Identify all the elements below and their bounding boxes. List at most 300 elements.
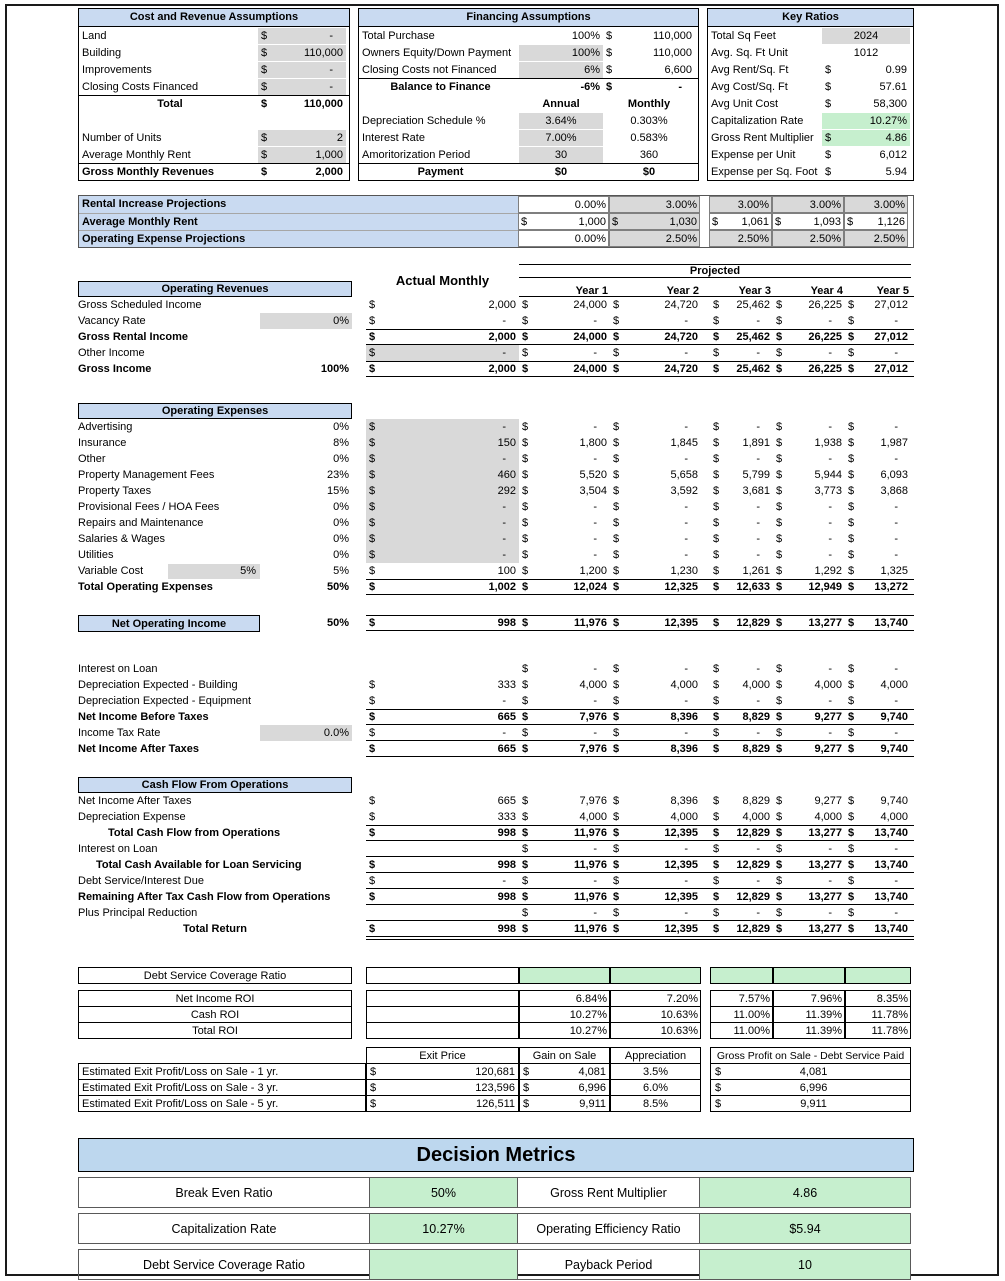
annual-value-cell[interactable]: 30 <box>519 147 603 163</box>
year-value-cell <box>773 313 845 329</box>
year-value-cell <box>519 483 610 499</box>
cell-value: 665 <box>497 795 516 807</box>
roi-value-cell: 10.27% <box>519 1006 610 1023</box>
year-value-cell <box>845 661 911 677</box>
dollar-sign: $ <box>613 695 620 707</box>
cell-value: 1,800 <box>579 437 607 449</box>
table-row <box>78 345 914 361</box>
dollar-sign: $ <box>848 695 855 707</box>
dollar-sign: $ <box>522 453 529 465</box>
year-header: Year 3 <box>738 285 771 297</box>
cell-value: - <box>894 315 898 327</box>
cell-value: - <box>502 695 506 707</box>
dollar-sign: $ <box>776 437 783 449</box>
dollar-sign: $ <box>848 581 855 593</box>
year-value-cell <box>610 873 701 889</box>
year-value-cell <box>610 313 701 329</box>
dollar-sign: $ <box>848 299 855 311</box>
year-value-cell <box>710 725 773 741</box>
metric-label: Debt Service Coverage Ratio <box>78 1249 370 1280</box>
dollar-sign: $ <box>613 347 620 359</box>
year-value-cell <box>845 515 911 531</box>
dollar-sign: $ <box>776 843 783 855</box>
decision-row <box>78 1177 914 1208</box>
dollar-sign: $ <box>522 795 529 807</box>
percent-cell[interactable]: 100% <box>519 45 603 61</box>
financing-value-cell <box>603 62 695 78</box>
year-value-cell <box>610 515 701 531</box>
cell-value: - <box>756 549 760 561</box>
cell-value: - <box>828 875 832 887</box>
actual-monthly-cell <box>366 297 519 313</box>
cell-value: 1,002 <box>488 581 516 593</box>
cell-value: 24,000 <box>573 363 607 375</box>
row-label: Total <box>157 97 183 110</box>
row-label: Debt Service/Interest Due <box>78 875 204 887</box>
dollar-sign: $ <box>713 843 720 855</box>
dollar-sign: $ <box>613 663 620 675</box>
exit-row <box>78 1079 914 1096</box>
cell-value: - <box>684 727 688 739</box>
row-label: Balance to Finance <box>390 80 491 93</box>
row-label-cell <box>78 741 352 757</box>
dollar-sign: $ <box>369 347 376 359</box>
row-label: Total ROI <box>78 1022 352 1039</box>
table-row <box>78 419 914 435</box>
dollar-sign: $ <box>713 421 720 433</box>
actual-monthly-cell[interactable] <box>366 483 519 499</box>
actual-monthly-cell <box>366 725 519 741</box>
row-label-cell <box>78 499 352 515</box>
cell-value: 1,093 <box>813 215 841 228</box>
ratio-value-cell <box>822 130 910 146</box>
cell-value: 4,000 <box>880 811 908 823</box>
dollar-sign: $ <box>848 549 855 561</box>
year-value-cell <box>610 499 701 515</box>
cell-value: 1,325 <box>880 565 908 577</box>
dollar-sign: $ <box>713 695 720 707</box>
projected-header: Projected <box>519 264 911 278</box>
decision-row <box>78 1249 914 1280</box>
year-value-cell <box>845 547 911 563</box>
table-row <box>78 579 914 595</box>
cell-value: 12,829 <box>736 923 770 935</box>
dollar-sign: $ <box>369 421 376 433</box>
year-value-cell <box>845 435 911 451</box>
year-value-cell <box>710 313 773 329</box>
cell-value: - <box>756 727 760 739</box>
year-header: Year 4 <box>810 285 843 297</box>
year-value-cell <box>519 451 610 467</box>
year-value-cell <box>519 709 610 725</box>
projection-value-cell[interactable]: 2.50% <box>609 230 700 247</box>
actual-monthly-cell <box>366 905 519 921</box>
cost-value-cell[interactable] <box>258 28 346 44</box>
cell-value: - <box>684 843 688 855</box>
cell-value: - <box>756 501 760 513</box>
dollar-sign: $ <box>369 695 376 707</box>
cell-value: 9,911 <box>800 1097 827 1110</box>
percent-cell[interactable]: 0.0% <box>260 725 352 741</box>
projection-value-cell[interactable]: 2.50% <box>844 230 908 247</box>
year-value-cell <box>773 709 845 725</box>
year-value-cell <box>773 419 845 435</box>
annual-column-header: Annual <box>542 97 580 110</box>
year-header: Year 1 <box>575 285 608 297</box>
year-value-cell <box>519 313 610 329</box>
dollar-sign: $ <box>369 533 376 545</box>
dollar-sign: $ <box>613 549 620 561</box>
dollar-sign: $ <box>369 581 376 593</box>
row-label-cell <box>78 531 352 547</box>
dollar-sign: $ <box>522 875 529 887</box>
year-value-cell <box>519 873 610 889</box>
row-label-cell <box>78 297 352 313</box>
dollar-sign: $ <box>776 875 783 887</box>
dollar-sign: $ <box>261 97 268 110</box>
cell-value: - <box>678 80 682 93</box>
year-value-cell <box>710 809 773 825</box>
cell-value: 24,720 <box>664 363 698 375</box>
monthly-value-cell: 360 <box>639 148 659 161</box>
panel-row <box>79 44 349 61</box>
cell-value: 6,996 <box>578 1081 606 1094</box>
year-value-cell <box>519 579 610 595</box>
panel-row <box>79 78 349 95</box>
dollar-sign: $ <box>713 859 720 871</box>
ratio-value-cell[interactable]: 2024 <box>822 28 910 44</box>
cell-value: 8,829 <box>742 795 770 807</box>
projection-value-cell[interactable]: 3.00% <box>772 196 844 213</box>
cell-value: - <box>684 347 688 359</box>
metric-label: Gross Rent Multiplier <box>517 1177 700 1208</box>
dollar-sign: $ <box>715 1081 722 1094</box>
dollar-sign: $ <box>848 891 855 903</box>
cell-value: 665 <box>497 711 516 723</box>
year-value-cell <box>519 499 610 515</box>
cell-value: 1,000 <box>578 215 606 228</box>
row-label: Gross Income <box>78 363 152 375</box>
row-label: Total Operating Expenses <box>78 581 213 593</box>
cell-value: - <box>502 421 506 433</box>
spacer-row <box>78 595 914 615</box>
row-label: Repairs and Maintenance <box>78 517 204 529</box>
cell-value: - <box>828 347 832 359</box>
dollar-sign: $ <box>776 565 783 577</box>
projection-value-cell[interactable] <box>609 213 700 230</box>
year-value-cell <box>773 345 845 361</box>
exit-price-cell <box>366 1079 519 1096</box>
row-label: Building <box>82 46 122 59</box>
roi-value-cell: 10.27% <box>519 1022 610 1039</box>
cost-value-cell[interactable] <box>258 130 346 146</box>
actual-monthly-cell <box>366 825 519 841</box>
panel-body-cost <box>79 27 349 180</box>
actual-monthly-cell[interactable] <box>366 499 519 515</box>
percent-cell[interactable]: 0% <box>260 313 352 329</box>
dollar-sign: $ <box>776 533 783 545</box>
roi-value-cell: 7.57% <box>710 990 773 1007</box>
year-value-cell <box>519 693 610 709</box>
dollar-sign: $ <box>369 331 376 343</box>
monthly-payment-cell: $0 <box>642 165 656 178</box>
actual-monthly-cell[interactable] <box>366 345 519 361</box>
cell-value: 4,000 <box>814 679 842 691</box>
proforma-header <box>78 264 914 297</box>
panel-title-financing: Financing Assumptions <box>359 9 698 27</box>
cell-value: 2,000 <box>488 363 516 375</box>
year-value-cell <box>610 661 701 677</box>
year-value-cell <box>710 709 773 725</box>
row-label: Rental Increase Projections <box>79 196 518 213</box>
year-value-cell <box>519 857 610 873</box>
row-label: Avg. Sq. Ft Unit <box>711 46 788 59</box>
year-value-cell <box>519 921 610 937</box>
dollar-sign: $ <box>613 363 620 375</box>
gain-on-sale-header: Gain on Sale <box>519 1047 610 1064</box>
cell-value: - <box>756 517 760 529</box>
actual-cell-empty <box>366 990 519 1007</box>
cell-value: 4,081 <box>578 1065 606 1078</box>
year-value-cell <box>519 563 610 579</box>
year-value-cell <box>519 825 610 841</box>
year-value-cell <box>773 515 845 531</box>
roi-value-cell: 11.39% <box>773 1006 845 1023</box>
dollar-sign: $ <box>848 663 855 675</box>
actual-monthly-cell[interactable] <box>366 435 519 451</box>
actual-monthly-cell <box>366 841 519 857</box>
row-label: Land <box>82 29 107 42</box>
cell-value: - <box>684 875 688 887</box>
year-value-cell <box>773 467 845 483</box>
cell-value: - <box>828 517 832 529</box>
exit-analysis-section <box>78 1047 914 1112</box>
dollar-sign: $ <box>522 711 529 723</box>
dollar-sign: $ <box>613 315 620 327</box>
appreciation-cell: 3.5% <box>610 1063 701 1080</box>
percent-cell: 50% <box>326 617 349 629</box>
year-value-cell <box>610 563 701 579</box>
year-value-cell <box>710 661 773 677</box>
cell-value: 13,277 <box>808 891 842 903</box>
projection-row <box>79 196 913 213</box>
year-value-cell <box>610 531 701 547</box>
cell-value: - <box>756 315 760 327</box>
row-label: Operating Expense Projections <box>79 230 518 247</box>
dollar-sign: $ <box>776 711 783 723</box>
year-value-cell <box>773 809 845 825</box>
spacer-row <box>78 377 914 403</box>
decision-metrics-section <box>78 1138 914 1280</box>
actual-monthly-cell[interactable] <box>366 547 519 563</box>
dollar-sign: $ <box>776 517 783 529</box>
year-header: Year 2 <box>666 285 699 297</box>
border-line-bottom-double <box>366 939 914 940</box>
year-value-cell <box>519 547 610 563</box>
actual-monthly-cell <box>366 793 519 809</box>
annual-value-cell[interactable]: 3.64% <box>519 113 603 129</box>
cell-value: 150 <box>497 437 516 449</box>
cell-value: - <box>756 695 760 707</box>
dollar-sign: $ <box>713 875 720 887</box>
cell-value: - <box>684 549 688 561</box>
row-label: Net Income After Taxes <box>78 743 200 755</box>
table-row <box>78 905 914 921</box>
year-value-cell <box>845 841 911 857</box>
cell-value: - <box>593 695 597 707</box>
row-label: Gross Rent Multiplier <box>711 131 814 144</box>
cell-value: - <box>684 421 688 433</box>
dollar-sign: $ <box>613 617 620 629</box>
year-value-cell <box>710 547 773 563</box>
cell-value: - <box>502 501 506 513</box>
dollar-sign: $ <box>713 485 720 497</box>
dollar-sign: $ <box>713 453 720 465</box>
dollar-sign: $ <box>712 215 719 228</box>
cell-value: 110,000 <box>303 97 343 110</box>
dollar-sign: $ <box>613 469 620 481</box>
percent-cell: 0% <box>333 453 349 465</box>
cell-value: - <box>828 501 832 513</box>
exit-price-cell <box>366 1063 519 1080</box>
monthly-value-cell: 0.583% <box>630 131 668 144</box>
dollar-sign: $ <box>776 795 783 807</box>
decision-metrics-title: Decision Metrics <box>78 1138 914 1172</box>
dollar-sign: $ <box>521 215 528 228</box>
cell-value: 12,395 <box>664 891 698 903</box>
cell-value: 13,740 <box>874 923 908 935</box>
cost-value-cell[interactable] <box>258 45 346 61</box>
panel-row <box>79 146 349 163</box>
actual-monthly-cell[interactable] <box>366 515 519 531</box>
year-value-cell <box>845 361 911 377</box>
dollar-sign: $ <box>369 565 376 577</box>
year-value-cell <box>710 857 773 873</box>
row-label-cell <box>78 841 352 857</box>
dollar-sign: $ <box>522 695 529 707</box>
roi-value-cell: 11.39% <box>773 1022 845 1039</box>
row-label: Depreciation Expense <box>78 811 186 823</box>
year-value-cell <box>610 297 701 313</box>
row-label-cell <box>78 825 352 841</box>
year-value-cell <box>710 451 773 467</box>
table-row <box>78 531 914 547</box>
year-value-cell <box>710 693 773 709</box>
cell-value: 3,773 <box>814 485 842 497</box>
table-row <box>78 435 914 451</box>
dollar-sign: $ <box>261 29 268 42</box>
cost-value-cell[interactable] <box>258 62 346 78</box>
projection-value-cell[interactable]: 2.50% <box>772 230 844 247</box>
dollar-sign: $ <box>369 679 376 691</box>
table-row <box>78 563 914 579</box>
projection-value-cell[interactable]: 2.50% <box>709 230 772 247</box>
dollar-sign: $ <box>825 148 832 161</box>
cell-value: - <box>593 421 597 433</box>
row-label: Remaining After Tax Cash Flow from Operations <box>78 891 331 903</box>
cell-value: - <box>684 907 688 919</box>
row-label: Total Purchase <box>362 29 435 42</box>
row-label: Vacancy Rate <box>78 315 146 327</box>
actual-monthly-cell[interactable] <box>366 531 519 547</box>
cell-value: 25,462 <box>736 331 770 343</box>
projection-value-cell[interactable]: 3.00% <box>844 196 908 213</box>
projection-value-cell: 0.00% <box>518 196 609 213</box>
year-value-cell <box>845 531 911 547</box>
cell-value: - <box>828 727 832 739</box>
cell-value: - <box>756 663 760 675</box>
cell-value: 13,740 <box>874 891 908 903</box>
actual-monthly-cell[interactable] <box>366 467 519 483</box>
dollar-sign: $ <box>369 549 376 561</box>
year-value-cell <box>710 531 773 547</box>
actual-monthly-cell[interactable] <box>366 451 519 467</box>
year-value-cell <box>773 499 845 515</box>
projection-value-cell[interactable]: 3.00% <box>609 196 700 213</box>
year-value-cell <box>773 873 845 889</box>
annual-value-cell[interactable]: 7.00% <box>519 130 603 146</box>
cost-value-cell[interactable] <box>258 147 346 163</box>
gain-on-sale-cell <box>519 1079 610 1096</box>
cell-value: 998 <box>497 891 516 903</box>
metric-value: 4.86 <box>699 1177 911 1208</box>
dollar-sign: $ <box>848 565 855 577</box>
actual-monthly-cell <box>366 579 519 595</box>
cell-value: 998 <box>497 617 516 629</box>
year-value-cell <box>519 725 610 741</box>
row-label-cell <box>78 889 352 905</box>
ratio-value-cell <box>822 79 910 95</box>
cell-value: 12,829 <box>736 827 770 839</box>
roi-value-cell: 6.84% <box>519 990 610 1007</box>
projection-value-cell[interactable]: 3.00% <box>709 196 772 213</box>
panel-body-financing <box>359 27 698 180</box>
year-header: Year 5 <box>876 285 909 297</box>
dollar-sign: $ <box>848 711 855 723</box>
financing-value-cell <box>603 79 695 95</box>
actual-monthly-cell <box>366 921 519 937</box>
row-label-cell <box>78 873 352 889</box>
dollar-sign: $ <box>715 1065 722 1078</box>
row-label-cell <box>78 921 352 937</box>
year-value-cell <box>773 905 845 921</box>
year-value-cell <box>845 857 911 873</box>
dollar-sign: $ <box>848 811 855 823</box>
panel-row <box>708 112 913 129</box>
cell-value: - <box>593 517 597 529</box>
panel-row <box>708 95 913 112</box>
year-value-cell <box>519 841 610 857</box>
dollar-sign: $ <box>522 907 529 919</box>
dollar-sign: $ <box>847 215 854 228</box>
dollar-sign: $ <box>369 875 376 887</box>
dollar-sign: $ <box>848 859 855 871</box>
year-value-cell <box>710 419 773 435</box>
cell-value: - <box>593 533 597 545</box>
year-value-cell <box>845 451 911 467</box>
cell-value: 333 <box>497 811 516 823</box>
dollar-sign: $ <box>522 437 529 449</box>
percent-cell[interactable]: 6% <box>519 62 603 78</box>
actual-monthly-cell[interactable] <box>366 419 519 435</box>
cost-value-cell[interactable] <box>258 79 346 95</box>
variable-cost-input[interactable]: 5% <box>168 564 260 579</box>
exit-row <box>78 1095 914 1112</box>
gross-profit-header: Gross Profit on Sale - Debt Service Paid <box>710 1047 911 1064</box>
metric-value: 50% <box>369 1177 518 1208</box>
cell-value: 110,000 <box>653 46 692 59</box>
dollar-sign: $ <box>613 795 620 807</box>
